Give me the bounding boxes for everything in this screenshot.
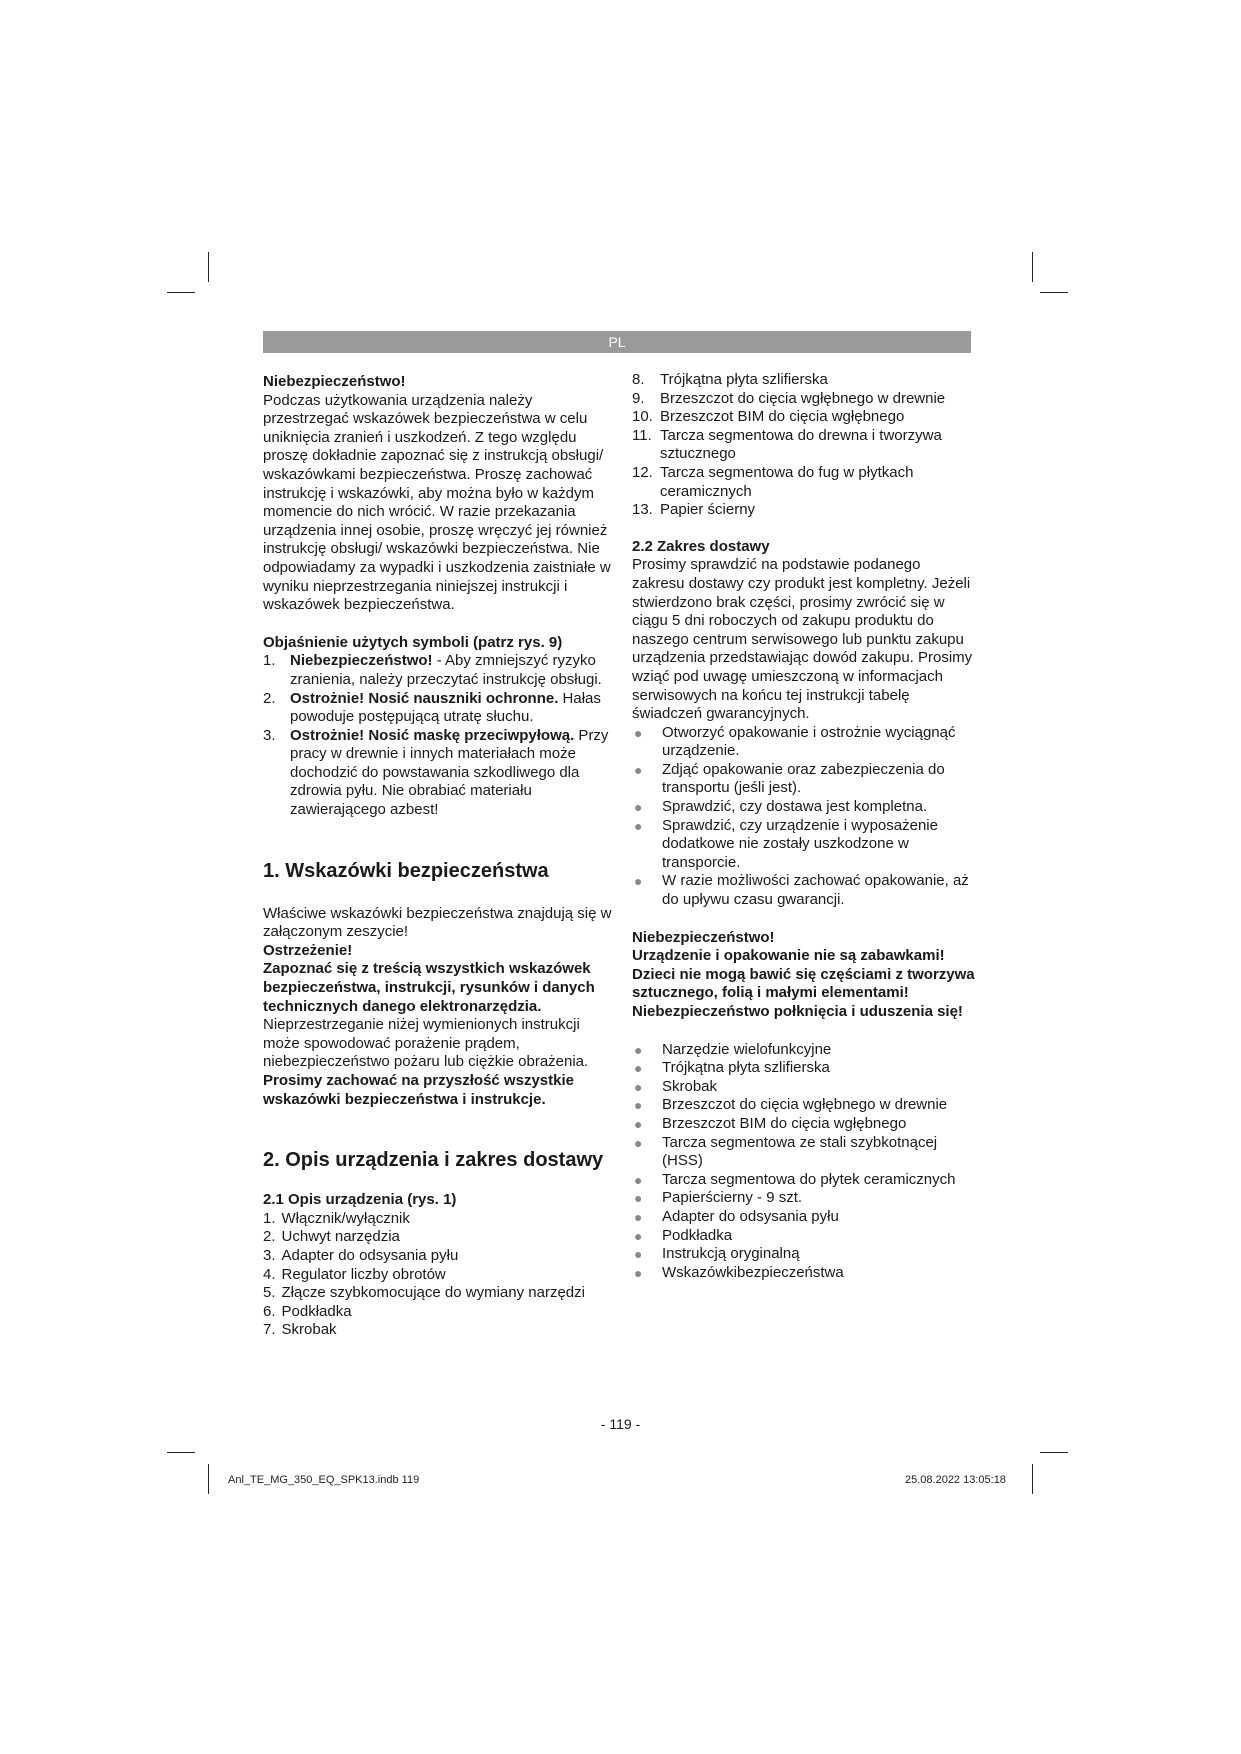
- warning-text: Zapoznać się z treścią wszystkich wskazówek bezpieczeństwa, instrukcji, rysunków i danych technicznych danego elektronarzędzia. Nieprzestrzeganie niżej wymienionych instrukcji może spowodować porażenie prądem, niebezpieczeństwo pożaru lub ciężkie obrażenia.: [263, 960, 595, 1071]
- list-item: ● Skrobak: [634, 1077, 718, 1095]
- crop-mark: [1032, 1464, 1033, 1494]
- list-item: ● Zdjąć opakowanie oraz zabezpieczenia do transportu (jeśli jest).: [634, 760, 945, 797]
- list-item: ● Narzędzie wielofunkcyjne: [634, 1040, 832, 1058]
- bullet-icon: ●: [634, 817, 643, 834]
- symbol-item: 1. Niebezpieczeństwo! - Aby zmniejszyć ryzyko zranienia, należy przeczytać instrukcję obsługi.: [263, 652, 602, 688]
- crop-mark: [208, 252, 209, 282]
- list-item: 7. Skrobak: [263, 1321, 337, 1339]
- parts-list-continued: [632, 371, 977, 520]
- danger-text-2: Urządzenie i opakowanie nie są zabawkami! Dzieci nie mogą bawić się częściami z tworzywa sztucznego, folią i małymi elementami! Niebezpieczeństwo połknięcia i uduszenia się!: [632, 947, 975, 1020]
- list-item: ● Tarcza segmentowa ze stali szybkotnącej (HSS): [634, 1133, 938, 1170]
- list-item: 4. Regulator liczby obrotów: [263, 1265, 446, 1283]
- warning-title: Ostrzeżenie!: [263, 941, 353, 959]
- page-number: - 119 -: [600, 1416, 641, 1432]
- left-column: [263, 373, 613, 1340]
- list-item: ● Instrukcją oryginalną: [634, 1245, 800, 1263]
- danger-text: Podczas użytkowania urządzenia należy przestrzegać wskazówek bezpieczeństwa w celu uniknięcia zranień i uszkodzeń. Z tego względu proszę dokładnie zapoznać się z instrukcją obsługi/ wskazówkami bezpieczeństwa. Proszę zachować instrukcję i wskazówki, aby można było w każdym momencie do nich wrócić. W razie przekazania urządzenia innej osobie, proszę wręczyć jej również instrukcję obsługi/ wskazówki bezpieczeństwa. Nie odpowiadamy za wypadki i uszkodzenia zaistniałe w wyniku nieprzestrzegania niniejszej instrukcji i wskazówek bezpieczeństwa.: [263, 391, 611, 614]
- section-1-intro: Właściwe wskazówki bezpieczeństwa znajdują się w załączonym zeszycie!: [263, 904, 612, 941]
- danger-title-2: Niebezpieczeństwo!: [632, 928, 775, 946]
- bullet-icon: ●: [634, 1227, 643, 1244]
- footer-date: 25.08.2022 13:05:18: [905, 1474, 1006, 1486]
- list-item: 10. Brzeszczot BIM do cięcia wgłębnego: [632, 408, 905, 426]
- list-item: 12. Tarcza segmentowa do fug w płytkach ceramicznych: [632, 463, 914, 500]
- danger-title: Niebezpieczeństwo!: [263, 373, 406, 390]
- list-item: 2. Uchwyt narzędzia: [263, 1228, 400, 1246]
- bullet-icon: ●: [634, 1041, 643, 1058]
- list-item: ● Tarcza segmentowa do płytek ceramicznych: [634, 1170, 956, 1188]
- bullet-icon: ●: [634, 873, 643, 890]
- list-item: 9. Brzeszczot do cięcia wgłębnego w drewnie: [632, 389, 946, 407]
- list-item: 5. Złącze szybkomocujące do wymiany narzędzi: [263, 1284, 585, 1302]
- crop-mark: [167, 292, 195, 293]
- bullet-icon: ●: [634, 1097, 643, 1114]
- list-item: ● Podkładka: [634, 1226, 733, 1244]
- list-item: ● Sprawdzić, czy urządzenie i wyposażenie dodatkowe nie zostały uszkodzone w transporcie.: [634, 816, 938, 871]
- list-item: ● Otworzyć opakowanie i ostrożnie wyciągnąć urządzenie.: [634, 723, 956, 760]
- list-item: ● Brzeszczot BIM do cięcia wgłębnego: [634, 1114, 907, 1132]
- symbol-item: 2. Ostrożnie! Nosić nauszniki ochronne. Hałas powoduje postępującą utratę słuchu.: [263, 689, 601, 726]
- bullet-icon: ●: [634, 724, 643, 741]
- crop-mark: [1040, 1452, 1068, 1453]
- bullet-icon: ●: [634, 1060, 643, 1077]
- symbols-title: Objaśnienie użytych symboli (patrz rys. 9): [263, 633, 563, 651]
- section-2-heading: 2. Opis urządzenia i zakres dostawy: [263, 1149, 604, 1172]
- keep-instructions: Prosimy zachować na przyszłość wszystkie wskazówki bezpieczeństwa i instrukcje.: [263, 1072, 574, 1108]
- list-item: 8. Trójkątna płyta szlifierska: [632, 371, 828, 388]
- crop-mark: [1040, 292, 1068, 293]
- bullet-icon: ●: [634, 1264, 643, 1281]
- list-item: ● W razie możliwości zachować opakowanie, aż do upływu czasu gwarancji.: [634, 872, 969, 909]
- bullet-icon: ●: [634, 1208, 643, 1225]
- section-1-heading: 1. Wskazówki bezpieczeństwa: [263, 859, 549, 882]
- language-header-bar: [263, 331, 971, 353]
- list-item: 1. Włącznik/wyłącznik: [263, 1209, 410, 1227]
- bullet-icon: ●: [634, 799, 643, 816]
- bullet-icon: ●: [634, 1078, 643, 1095]
- bullet-icon: ●: [634, 1134, 643, 1151]
- language-label: PL: [608, 334, 626, 350]
- section-2-1-heading: 2.1 Opis urządzenia (rys. 1): [263, 1191, 457, 1209]
- list-item: ● Papierścierny - 9 szt.: [634, 1189, 803, 1207]
- list-item: ● Adapter do odsysania pyłu: [634, 1207, 839, 1225]
- bullet-icon: ●: [634, 1171, 643, 1188]
- bullet-icon: ●: [634, 1115, 643, 1132]
- list-item: ● Sprawdzić, czy dostawa jest kompletna.: [634, 798, 928, 816]
- list-item: ● Wskazówkibezpieczeństwa: [634, 1263, 844, 1281]
- parts-list: [263, 1210, 613, 1340]
- list-item: ● Trójkątna płyta szlifierska: [634, 1059, 830, 1077]
- list-item: 3. Adapter do odsysania pyłu: [263, 1246, 459, 1264]
- list-item: ● Brzeszczot do cięcia wgłębnego w drewnie: [634, 1096, 948, 1114]
- symbol-item: 3. Ostrożnie! Nosić maskę przeciwpyłową. Przy pracy w drewnie i innych materiałach może dochodzić do powstawania szkodliwego dla zdrowia pyłu. Nie obrabiać materiału zawierającego azbest!: [263, 726, 609, 819]
- crop-mark: [208, 1464, 209, 1494]
- right-column: [632, 371, 977, 1282]
- list-item: 11. Tarcza segmentowa do drewna i tworzywa sztucznego: [632, 426, 942, 463]
- section-2-2-heading: 2.2 Zakres dostawy: [632, 537, 770, 555]
- unpacking-steps: [632, 724, 977, 910]
- delivery-list: [632, 1041, 977, 1283]
- bullet-icon: ●: [634, 1190, 643, 1207]
- list-item: 6. Podkładka: [263, 1302, 352, 1320]
- bullet-icon: ●: [634, 761, 643, 778]
- crop-mark: [1032, 252, 1033, 282]
- section-2-2-text: Prosimy sprawdzić na podstawie podanego zakresu dostawy czy produkt jest kompletny. Jeżeli stwierdzono brak części, prosimy zwrócić się w ciągu 5 dni roboczych od zakupu produktu do naszego centrum serwisowego lub punktu zakupu urządzenia przedstawiając dowód zakupu. Prosimy wziąć pod uwagę umieszczoną w informacjach serwisowych na końcu tej instrukcji tabelę świadczeń gwarancyjnych.: [632, 556, 973, 723]
- footer-file: Anl_TE_MG_350_EQ_SPK13.indb 119: [228, 1474, 420, 1486]
- crop-mark: [167, 1452, 195, 1453]
- bullet-icon: ●: [634, 1246, 643, 1263]
- list-item: 13. Papier ścierny: [632, 501, 756, 519]
- symbols-list: [263, 652, 613, 819]
